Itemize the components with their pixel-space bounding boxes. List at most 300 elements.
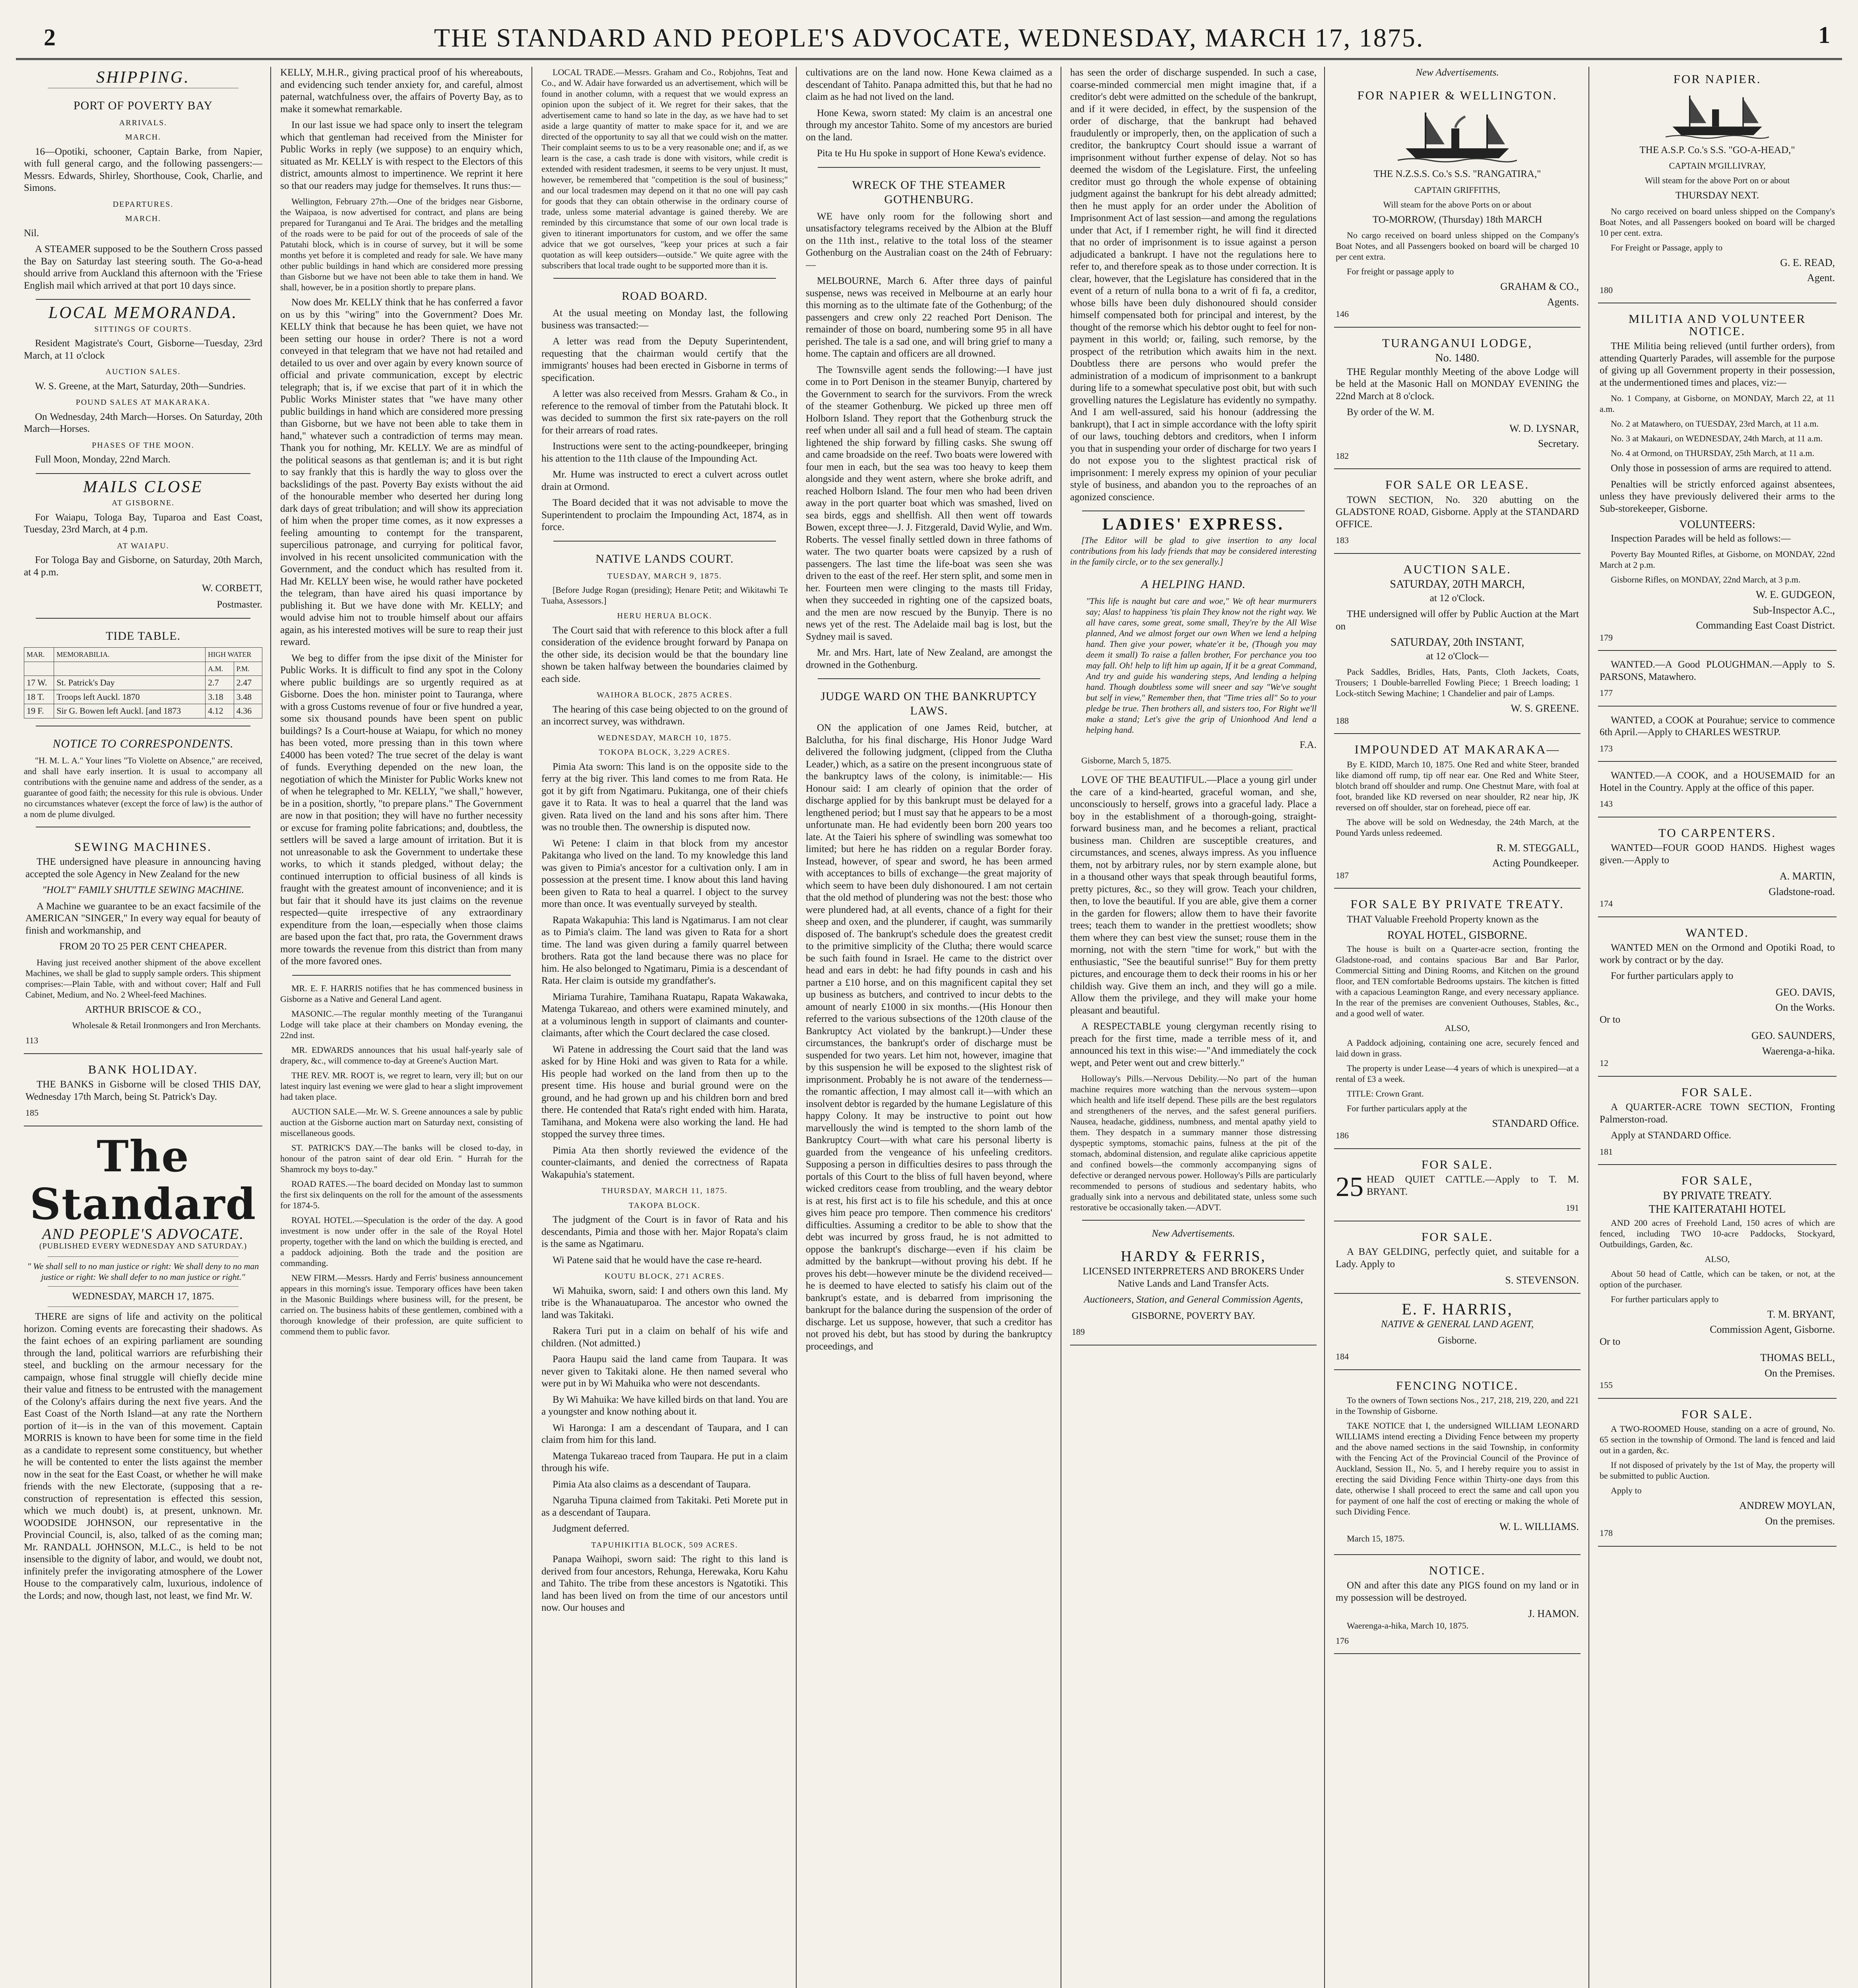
divider xyxy=(36,299,250,300)
ad-text: NATIVE & GENERAL LAND AGENT, xyxy=(1381,1319,1534,1330)
ad-text: By E. KIDD, March 10, 1875. One Red and white Steer, branded like diamond off rump, tip off near ear. One Red and White Steer, blotch brand off shoulder and rump. One Chestnut Mare, with foal at foot, branded like KD reversed on near shoulder, R2 near hip, JK reversed on off shoulder, star on forehead, piece off ear. xyxy=(1336,759,1579,812)
ad-text: WANTED.—A COOK, and a HOUSEMAID for an Hotel in the Country. Apply at the office of this paper. xyxy=(1600,770,1835,793)
leader-continued: KELLY, M.H.R., giving practical proof of his whereabouts, and evidencing such tender anxiety for, and careful, almost paternal, watchfulness over, the affairs of Poverty Bay, as to make it somewhat remarkable. xyxy=(280,67,523,115)
ad-number: 155 xyxy=(1600,1380,1613,1390)
mails-heading: MAILS CLOSE xyxy=(83,478,203,496)
ad-number: 143 xyxy=(1600,799,1613,809)
column-1 xyxy=(24,67,262,1988)
carpenters-ad xyxy=(1598,821,1837,917)
ad-text: WANTED MEN on the Ormond and Opotiki Road, to work by contract or by the day. xyxy=(1600,942,1835,965)
bank-holiday-ad xyxy=(24,1057,262,1126)
mails-signature: W. CORBETT, xyxy=(202,583,262,594)
tide-cell: 4.12 xyxy=(206,704,234,718)
ad-text: The house is built on a Quarter-acre section, fronting the Gladstone-road, and contains spacious Bar and Bar Parlor, Commercial Sitting and Dining Rooms, and Kitchen on the ground floor, and TEN comfortable Bedrooms upstairs. The kitchen is fitted with a capacious Leamington Range, and every necessary appliance. In the rear of the premises are convenient Outhouses, Stables, &c., and a good well of water. xyxy=(1336,944,1579,1018)
departures-month: MARCH. xyxy=(125,214,161,223)
block-heading: KOUTU BLOCK, 271 ACRES. xyxy=(604,1272,725,1281)
road-board-text: A letter was read from the Deputy Superintendent, requesting that the chairman would certify that the immigrants' houses had been erected in Gisborne in terms of specification. xyxy=(541,336,788,383)
impounded-ad xyxy=(1334,737,1581,889)
wreck-text: WE have only room for the following short and unsatisfactory telegrams received by the Albion at the Bluff on the 11th inst., relative to the total loss of the steamer Gothenburg on the Australian coast on the 24th of February:— xyxy=(806,211,1052,270)
ad-heading: FOR SALE. xyxy=(1421,1157,1493,1171)
ad-text: A TWO-ROOMED House, standing on a acre of ground, No. 65 section in the township of Ormond. The land is fenced and laid out in a garden, &c. xyxy=(1600,1424,1835,1455)
kaiteratahi-hotel-ad xyxy=(1598,1168,1837,1399)
court-bench: [Before Judge Rogan (presiding); Henare Petit; and Wikitawhi Te Tuaha, Assessors.] xyxy=(541,585,788,606)
ad-text: THE Militia being relieved (until further orders), from attending Quarterly Parades, will assemble for the purpose of giving up all Government property in their possession, at the undermentioned times and places, viz:— xyxy=(1600,341,1835,388)
hardy-ferris-text: Auctioneers, Station, and General Commission Agents, xyxy=(1084,1294,1303,1305)
ad-number: 189 xyxy=(1072,1327,1085,1337)
ad-text: To the owners of Town sections Nos., 217, 218, 219, 220, and 221 in the Township of Gisborne. xyxy=(1336,1395,1579,1416)
ad-text: Gisborne Rifles, on MONDAY, 22nd March, at 3 p.m. xyxy=(1611,575,1801,584)
sewing-machines-ad xyxy=(24,835,262,1054)
ad-signature-title: Sub-Inspector A.C., xyxy=(1753,604,1835,616)
ad-time: at 12 o'Clock. xyxy=(1429,592,1485,604)
ad-quantity: 25 xyxy=(1336,1172,1363,1202)
tide-col-header xyxy=(24,662,54,676)
court-text: By Wi Mahuika: We have killed birds on that land. You are a youngster and know nothing about it. xyxy=(541,1394,788,1417)
sewing-price: FROM 20 TO 25 PER CENT CHEAPER. xyxy=(59,941,227,952)
ad-text: For freight or passage apply to xyxy=(1347,266,1454,276)
ad-text: THE N.Z.S.S. Co.'s S.S. "RANGATIRA," xyxy=(1373,169,1541,179)
court-text: Pimia Ata then shortly reviewed the evidence of the counter-claimants, and denied the correctness of Rapata Wakapuhia's statement. xyxy=(541,1145,788,1180)
ad-text: No cargo received on board unless shipped on the Company's Boat Notes, and all Passengers booked on board will be charged 10 per cent extra. xyxy=(1336,230,1579,262)
court-text: Wi Petene: I claim in that block from my ancestor Pakitanga who lived on the land. To my knowledge this land was given to Pimia's ancestor for a cultivation only. I am in possession at the present time. I know about this land having been given to Rata to heal a quarrel. I object to the survey more than once. It was eventually surveyed by stealth. xyxy=(541,838,788,909)
list-item: No. 3 at Makauri, on WEDNESDAY, 24th March, at 11 a.m. xyxy=(1611,433,1823,443)
ad-heading: FOR SALE. xyxy=(1421,1229,1493,1244)
pound-heading: POUND SALES AT MAKARAKA. xyxy=(76,398,211,407)
ad-heading: E. F. HARRIS, xyxy=(1402,1300,1513,1318)
shipping-heading: SHIPPING. xyxy=(96,68,190,87)
column-5 xyxy=(1070,67,1317,1988)
ad-number: 187 xyxy=(1336,870,1349,880)
militia-notice-ad xyxy=(1598,307,1837,651)
divider xyxy=(553,541,776,542)
native-lands-court-heading: NATIVE LANDS COURT. xyxy=(595,552,734,565)
ad-signature-title: Gladstone-road. xyxy=(1769,885,1835,897)
notice-correspondents-text: "H. M. L. A." Your lines "To Violette on Absence," are received, and shall have early insertion. It is usual to accompany all contributions with the genuine name and address of the sender, as a guarantee of good faith; the necessity for this rule is obvious. Under no circumstances whatever (except the force of law) is the author of a nom de plume divulged. xyxy=(24,755,262,819)
ad-text: About 50 head of Cattle, which can be taken, or not, at the option of the purchaser. xyxy=(1600,1268,1835,1289)
ad-signature-title: Agents. xyxy=(1547,296,1579,308)
court-date: WEDNESDAY, MARCH 10, 1875. xyxy=(597,733,732,742)
moon-text: Full Moon, Monday, 22nd March. xyxy=(35,454,171,465)
tide-cell: St. Patrick's Day xyxy=(54,676,206,690)
court-text: Wi Patene in addressing the Court said that the land was asked for by Hine Hoki and was given to Rata for a while. His people had worked on the land from then up to the present time. His house and burial ground were on the ground, and he had grown up and his children born and bred there. He contended that Rata's right ended with him. Harata, Tamihana, and Mokena were also working the land. He had stopped the survey three times. xyxy=(541,1044,788,1140)
helping-hand-heading: A HELPING HAND. xyxy=(1141,577,1246,591)
ploughman-wanted-ad xyxy=(1598,654,1837,707)
cook-wanted-ad xyxy=(1598,710,1837,762)
harris-ad xyxy=(1334,1297,1581,1370)
ad-or: Or to xyxy=(1600,1014,1621,1025)
column-rule xyxy=(1588,67,1589,1988)
mails-text-1: For Waiapu, Tologa Bay, Tuparoa and East Coast, Tuesday, 23rd March, at 4 p.m. xyxy=(24,512,262,535)
ad-heading: IMPOUNDED AT MAKARAKA— xyxy=(1354,742,1560,756)
ad-heading: FOR NAPIER. xyxy=(1673,72,1761,86)
ad-number: 12 xyxy=(1600,1058,1608,1068)
two-roomed-house-ad xyxy=(1598,1402,1837,1547)
ad-number: 183 xyxy=(1336,535,1349,545)
ad-date: March 15, 1875. xyxy=(1347,1533,1405,1543)
sewing-heading: SEWING MACHINES. xyxy=(74,839,212,854)
divider xyxy=(36,473,250,474)
ad-signature: S. STEVENSON. xyxy=(1505,1274,1579,1286)
pound-text: On Wednesday, 24th March—Horses. On Saturday, 20th March—Horses. xyxy=(24,411,262,434)
leader-article: THERE are signs of life and activity on the political horizon. Coming events are forecasting their shadows. As the faint echoes of an expiring parliament are sounding through the land, political warriors are refurbishing their steel, and buckling on the armour necessary for the campaign, whose final struggle will chiefly decide mine their value and fitness to be entrusted with the management of the Colony's affairs during the next five years. And the East Coast of the North Island—at any rate the Northern portion of it—is in the van of this movement. Captain MORRIS is known to have been for some time in the field as a candidate to represent some constituency, but whether he will be contented to enter the lists against the member now in the seat for the East Coast, or whether he will make friends with the new Electorate, (supposing that a re-construction of representation is effected this session, which we much doubt) is, at present, unknown. Mr. WOODSIDE JOHNSON, our representative in the Provincial Council, is, also, talked of as the coming man; Mr. RANDALL JOHNSON, M.L.C., is held to be not insensible to the dignity of labor, and would, we doubt not, infinitely prefer the invigorating atmosphere of the Lower House to the comparatively calm, luxurious, indolence of the Lords; and now, though last, not least, we find Mr. W. xyxy=(24,1311,262,1601)
cattle-sale-ad xyxy=(1334,1152,1581,1221)
ad-number: 186 xyxy=(1336,1130,1349,1140)
ad-signature: T. M. BRYANT, xyxy=(1767,1308,1835,1320)
ad-heading: FENCING NOTICE. xyxy=(1396,1378,1519,1392)
ad-text: Apply at STANDARD Office. xyxy=(1611,1130,1732,1141)
ad-signature-title: On the premises. xyxy=(1765,1515,1835,1527)
ad-signature-title: On the Works. xyxy=(1775,1002,1835,1013)
tide-cell: 19 F. xyxy=(24,704,54,718)
tide-cell: 17 W. xyxy=(24,676,54,690)
ad-subheading: ROYAL HOTEL, GISBORNE. xyxy=(1387,929,1528,942)
ad-text: For further particulars apply at the xyxy=(1347,1103,1467,1113)
judge-ward-heading: JUDGE WARD ON THE BANKRUPTCY LAWS. xyxy=(820,690,1038,717)
ad-text: Apply to xyxy=(1611,1485,1642,1495)
tide-cell: 2.47 xyxy=(234,676,262,690)
page-header xyxy=(16,14,1842,60)
gelding-sale-ad xyxy=(1334,1225,1581,1294)
court-text: Matenga Tukareao traced from Taupara. He put in a claim through his wife. xyxy=(541,1450,788,1474)
court-text: Pimia Ata sworn: This land is on the opposite side to the ferry at the big river. This land comes to me from Rata. He got it by gift from Ngatimaru. Pukitanga, one of their chiefs gave it to Rata. It was to heal a quarrel that the land was given. Rata lived on the land and his sons after him. There was no trouble then. The ownership is disputed now. xyxy=(541,761,788,833)
ad-text: By order of the W. M. xyxy=(1347,407,1435,417)
local-news-item: MR. EDWARDS announces that his usual half-yearly sale of drapery, &c., will commence to-day at Greene's Auction Mart. xyxy=(280,1044,523,1066)
ad-text: WANTED, a COOK at Pourahue; service to commence 6th April.—Apply to CHARLES WESTRUP. xyxy=(1600,714,1835,738)
love-of-beautiful-text: LOVE OF THE BEAUTIFUL.—Place a young girl under the care of a kind-hearted, graceful woman, and she, unconsciously to herself, grows into a graceful lady. Place a boy in the establishment of a thorough-going, straight-forward business man, and he becomes a reliant, practical business man. Children are susceptible creatures, and circumstances, and scenes, always impress. As you influence them, not by arbitrary rules, nor by stern example alone, but in a thousand other ways that speak through beautiful forms, pretty pictures, &c., so they will grow. Teach your children, then, to love the beautiful. If you are able, give them a corner in the garden for flowers; allow them to have their favorite trees; teach them to wander in the prettiest woodlets; show them where they can best view the sunset; rouse them in the morning, not with the stern "time for work," but with the enthusiastic, "See the beautiful sunrise!" Buy for them pretty pictures, and encourage them to deck their rooms in his or her childish way. Give them an inch, and they will go a mile. Allow them the privilege, and they will make your home pleasant and beautiful. xyxy=(1070,775,1317,1016)
tide-col-header: MAR. xyxy=(24,648,54,662)
judge-ward-text: ON the application of one James Reid, butcher, at Balclutha, for his final discharge, His Honor Judge Ward delivered the following judgment, (clipped from the Clutha Leader,) which, as a satire on the present incongruous state of the bankruptcy laws of the colony, is inimitable:— His Honour said: I am clearly of opinion that the order of discharge applied for by this bankrupt must be delayed for a lengthened period; but I must say that he appears to be a most unfortunate man. He had evidently been born 200 years too late. At the Taieri his sphere of swindling was somewhat too limited; but here he has ridden on a regular Border foray. Instead, however, of spear and sword, he has been armed with acceptances to bills of exchange—the great majority of which seem to have been duly dishonoured. I am not certain that the old method of plundering was not the best: those who were plundered had, at all events, chance of a fight for their sheep and oxen, and the plunderer, if caught, was summarily disposed of. The bankrupt's schedule does the greatest credit to the primitive simplicity of the Clutha; there would scarce be such faith found in Israel. He came to the district over head and ears in debt: he had fifty pounds in cash and his partner a £10 horse, and on this magnificent capital they set up business as butchers, and contrived to incur debts to the amount of nearly £1000 in six months.—(His Honour then referred to the various subsections of the 120th clause of the Bankruptcy Act violated by the bankrupt.)—Under these circumstances, the bankrupt's order of discharge must be suspended for two years. Let him not, however, imagine that by this suspension he will be exposed to the slightest risk of imprisonment. Probably he is not aware of the tenderness—the romantic affection, I may almost call it—with which an insolvent debtor is regarded by the humane Legislature of this happy Colony. It may be instructive to point out how marvellously the wind is tempted to the shorn lamb of the Bankruptcy Court—with what care his personal liberty is guarded from the vengeance of his unfeeling creditors. Supposing a person in difficulties desires to pass through the portals of this Court to the bliss of full haven beyond, where wicked creditors cease from troubling, and the weary debtor is at rest, his first act is to file his schedule, and this at once gives him peace pro tempore. Then commence his creditors' difficulties. Assuming a creditor to be able to show that the debt was incurred by gross fraud, he is not admitted to oppose the bankrupt's discharge—even if his claim be admitted by the bankrupt—without proving his debt. If he proves his debt—however minute be the dividend received—he is deemed to have elected to satisfy his claim out of the bankrupt's estate, and is debarred from imprisoning the bankrupt for the balance during the suspension of the order of discharge. Let us suppose, however, that such a creditor has not proved his debt, but has stood by during the bankruptcy proceedings, and xyxy=(806,722,1052,1352)
ad-captain: CAPTAIN M'GILLIVRAY, xyxy=(1669,161,1766,171)
ad-text: For Freight or Passage, apply to xyxy=(1611,242,1723,252)
ad-heading: TURANGANUI LODGE, xyxy=(1382,336,1533,350)
local-news-item: MASONIC.—The regular monthly meeting of the Turanganui Lodge will take place at their chambers on Monday evening, the 22nd inst. xyxy=(280,1008,523,1040)
telegram-quote: Wellington, February 27th.—One of the bridges near Gisborne, the Waipaoa, is now advertised for contract, and plans are being prepared for Turanganui and Te Arai. The bridges and the metalling of the roads were to be paid for out of the proceeds of sale of the Patutahi block, which is in course of survey, but it will be some months yet before it is completed and ready for sale. We have many other public buildings in hand which are considered more pressing than Gisborne but we have not been able to take them in hand. We shall, however, be in a position shortly to prepare plans. xyxy=(280,196,523,292)
sewing-signature: ARTHUR BRISCOE & CO., xyxy=(85,1004,202,1015)
tide-cell: Sir G. Bowen left Auckl. [and 1873 xyxy=(54,704,206,718)
arrivals-text: 16—Opotiki, schooner, Captain Barke, from Napier, with full general cargo, and the following passengers:—Messrs. Edwards, Shirley, Shorthouse, Cook, Charlie, and Simons. xyxy=(24,146,262,193)
ad-text: WANTED.—A Good PLOUGHMAN.—Apply to S. PARSONS, Matawhero. xyxy=(1600,659,1835,682)
court-text: Pita te Hu Hu spoke in support of Hone Kewa's evidence. xyxy=(817,148,1046,159)
court-text: Wi Mahuika, sworn, said: I and others own this land. My tribe is the Whanauatuparoa. The ancestor who owned the land was Takitaki. xyxy=(541,1285,788,1320)
column-rule xyxy=(270,67,271,1988)
ad-text: The above will be sold on Wednesday, the 24th March, at the Pound Yards unless redeemed. xyxy=(1336,817,1579,838)
ad-text: Will steam for the above Port on or about xyxy=(1645,175,1790,185)
ad-date: Waerenga-a-hika, March 10, 1875. xyxy=(1347,1620,1469,1631)
wreck-text: MELBOURNE, March 6. After three days of painful suspense, news was received in Melbourne at an early hour this morning as to the ultimate fate of the Gothenburg; of the passengers and crew only 22 reached Port Denison. The remainder of those on board, numbering some 95 in all have perished. The tale is a sad one, and will bring grief to many a home. The captain and officers are all drowned. xyxy=(806,276,1052,359)
court-text: Miriama Turahire, Tamihana Ruatapu, Rapata Wakawaka, Matenga Tukareao, and others were examined minutely, and at a voluminous length in support of claimants and counter-claimants, after which the Court declared the case closed. xyxy=(541,991,788,1039)
column-rule xyxy=(531,67,532,1988)
standard-motto: " We shall sell to no man justice or right: We shall deny to no man justice or right: We shall defer to no man justice or right." xyxy=(27,1261,259,1282)
court-text: Ngaruha Tipuna claimed from Takitaki. Peti Morete put in as a descendant of Taupara. xyxy=(541,1495,788,1518)
court-text: Wi Patene said that he would have the case re-heard. xyxy=(553,1254,762,1266)
ad-also: ALSO, xyxy=(1445,1023,1470,1033)
court-text: The judgment of the Court is in favor of Rata and his descendants, Pimia and those with her. Major Ropata's claim is the same as Ngatimaru. xyxy=(541,1214,788,1249)
divider xyxy=(818,678,1040,679)
ad-text: WANTED—FOUR GOOD HANDS. Highest wages given.—Apply to xyxy=(1600,843,1835,866)
auction-sale-ad xyxy=(1334,557,1581,734)
local-news-item: ROYAL HOTEL.—Speculation is the order of the day. A good investment is now under offer in the sale of the Royal Hotel property, together with the land on which the building is erected, and a paddock adjoining. Both the trade and the position are commanding. xyxy=(280,1215,523,1268)
ad-number: 173 xyxy=(1600,743,1613,753)
ad-text: Will steam for the above Ports on or about xyxy=(1383,199,1532,210)
ad-signature: STANDARD Office. xyxy=(1492,1117,1579,1129)
divider xyxy=(553,278,776,279)
ad-text: No cargo received on board unless shipped on the Company's Boat Notes, and all Passengers booked on board will be charged 10 per cent. extra. xyxy=(1600,206,1835,238)
ad-text: THE A.S.P. Co.'s S.S. "GO-A-HEAD," xyxy=(1639,144,1795,155)
ad-heading: FOR SALE. xyxy=(1681,1407,1753,1421)
tide-cell: 18 T. xyxy=(24,690,54,704)
turanganui-lodge-ad xyxy=(1334,331,1581,470)
court-text: Pimia Ata also claims as a descendant of Taupara. xyxy=(553,1479,751,1490)
men-wanted-ad xyxy=(1598,920,1837,1077)
ad-title: TITLE: Crown Grant. xyxy=(1347,1088,1424,1099)
local-memoranda-heading: LOCAL MEMORANDA. xyxy=(48,304,238,322)
ad-number: 178 xyxy=(1600,1528,1613,1538)
court-date: THURSDAY, MARCH 11, 1875. xyxy=(601,1186,728,1195)
column-rule xyxy=(796,67,797,1988)
ad-text: A QUARTER-ACRE TOWN SECTION, Fronting Palmerston-road. xyxy=(1600,1102,1835,1125)
ad-text: THAT Valuable Freehold Property known as the xyxy=(1347,914,1539,925)
ad-date: TO-MORROW, (Thursday) 18th MARCH xyxy=(1372,214,1542,225)
ad-or: Or to xyxy=(1600,1336,1621,1347)
standard-publication-note: (PUBLISHED EVERY WEDNESDAY AND SATURDAY.) xyxy=(39,1242,247,1250)
court-text: Judgment deferred. xyxy=(553,1523,629,1534)
road-board-text: The Board decided that it was not advisable to move the Superintendent to proclaim the Impounding Act, 1874, as in force. xyxy=(541,497,788,532)
local-news-item: ST. PATRICK'S DAY.—The banks will be closed to-day, in honour of the patron saint of dear old Erin. " Hurrah for the Shamrock my boys to-day." xyxy=(280,1142,523,1174)
road-board-text: At the usual meeting on Monday last, the following business was transacted:— xyxy=(541,308,788,331)
road-board-text: Mr. Hume was instructed to erect a culvert across outlet drain at Ormond. xyxy=(541,469,788,492)
holloway-ad: Holloway's Pills.—Nervous Debility.—No part of the human machine requires more watching than the nervous system—upon which health and life itself depend. These pills are the best regulators and strengtheners of the nerves, and the safest general purifiers. Nausea, headache, giddiness, numbness, and mental apathy yield to them. They despatch in a summary manner those distressing dyspeptic symptoms, stomachic pains, fulness at the pit of the stomach, abdominal distension, and regulate alike capricious appetite and confined bowels—the commonly accompanying signs of defective or deranged nervous power. Holloway's Pills are particularly recommended to persons of studious and sedentary habits, who gradually sink into a nervous and debilitated state, unless some such restorative be occasionally taken.—ADVT. xyxy=(1070,1074,1317,1212)
ad-signature: THOMAS BELL, xyxy=(1760,1352,1835,1363)
ad-subheading: THE KAITERATAHI HOTEL xyxy=(1649,1203,1786,1215)
ad-number: 146 xyxy=(1336,309,1349,319)
sewing-text: Having just received another shipment of the above excellent Machines, we shall be glad to supply sample orders. This shipment comprises:—Plain Table, with and without cover; Half and Full Cabinet, Medium, and No. 2 Wheel-feed Machines. xyxy=(25,957,261,1000)
block-heading: TOKOPA BLOCK, 3,229 ACRES. xyxy=(599,748,731,757)
tide-cell: 2.7 xyxy=(206,676,234,690)
courts-heading: SITTINGS OF COURTS. xyxy=(94,324,192,334)
ladies-express-heading: LADIES' EXPRESS. xyxy=(1102,515,1285,534)
court-text: Wi Haronga: I am a descendant of Taupara, and I can claim from him for this land. xyxy=(541,1422,788,1445)
road-board-heading: ROAD BOARD. xyxy=(621,289,708,303)
hardy-ferris-text: LICENSED INTERPRETERS AND BROKERS Under Native Lands and Land Transfer Acts. xyxy=(1082,1266,1304,1289)
mails-at-gisborne: AT GISBORNE. xyxy=(111,499,175,507)
page-title: THE STANDARD AND PEOPLE'S ADVOCATE, WEDNESDAY, MARCH 17, 1875. xyxy=(434,23,1424,52)
poem-signature: F.A. xyxy=(1299,739,1317,750)
ad-number: 181 xyxy=(1600,1146,1613,1157)
ad-signature: GRAHAM & CO., xyxy=(1500,281,1579,292)
ad-date: SATURDAY, 20TH MARCH, xyxy=(1390,578,1525,590)
ad-number: 179 xyxy=(1600,632,1613,643)
ad-subheading: BY PRIVATE TREATY. xyxy=(1663,1189,1772,1202)
table-row xyxy=(24,690,262,704)
helping-hand-poem: "This life is naught but care and woe," We oft hear murmurers say; Alas! to happiness 'tis plain They know not the right way. We all have cares, some great, some small, They're by the All Wise planned, And we almost forget our own When we lend a helping hand. Then give your power, whate'er it be, (Though you may deem it small) To raise a fallen brother, For perchance you too may fall. Oh! help to lift him up again, If it be a great Command, And try and guide his wandering steps, And lending a helping hand. Though doubtless some will sneer and say "We've sought but self in view," Remember then, that "Time tries all" So to your pledge be true. Then brothers all, and sisters too, For Right we'll make a stand; Let's give the grip of Unionhood And lend a helping hand. xyxy=(1086,596,1317,735)
ad-heading: FOR NAPIER & WELLINGTON. xyxy=(1357,88,1557,102)
notice-correspondents-heading: NOTICE TO CORRESPONDENTS. xyxy=(52,737,234,750)
ad-number: 188 xyxy=(1336,715,1349,726)
ad-subheading: No. 1480. xyxy=(1435,352,1480,364)
column-3 xyxy=(541,67,788,1988)
block-heading: TAPUHIKITIA BLOCK, 509 ACRES. xyxy=(591,1540,738,1549)
standard-title: The Standard xyxy=(29,1131,257,1229)
ad-number: 113 xyxy=(25,1035,39,1045)
sewing-text: A Machine we guarantee to be an exact facsimile of the AMERICAN "SINGER," In every way equal for beauty of finish and workmanship, and xyxy=(25,901,261,936)
ad-signature-title: On the Premises. xyxy=(1765,1367,1835,1379)
ad-heading: FOR SALE BY PRIVATE TREATY. xyxy=(1350,897,1564,911)
divider xyxy=(818,167,1040,168)
ad-signature-title: Commanding East Coast District. xyxy=(1696,619,1835,631)
ad-text: A Paddock adjoining, containing one acre, securely fenced and laid down in grass. xyxy=(1336,1037,1579,1058)
mails-signature-title: Postmaster. xyxy=(217,599,262,610)
divider xyxy=(48,1286,239,1287)
ad-text: TAKE NOTICE that I, the undersigned WILLIAM LEONARD WILLIAMS intend erecting a Dividing Fence between my property and the above named sections in the said Township, in conformity with the Fencing Act of the Provincial Council of the Province of Auckland, Session II., No. 5, and I hereby require you to assist in erecting the said Dividing Fence within Thirty-one days from this date, otherwise I shall proceed to erect the same and call upon you for payment of one half the cost of erecting or making the whole of such Dividing Fence. xyxy=(1336,1421,1579,1516)
ad-number: 174 xyxy=(1600,899,1613,909)
ad-number: 180 xyxy=(1600,285,1613,295)
sewing-product: "HOLT" FAMILY SHUTTLE SEWING MACHINE. xyxy=(42,885,244,895)
ladies-express-note: [The Editor will be glad to give insertion to any local contributions from his lady friends that may be considered interesting in the family circle, or to the sex generally.] xyxy=(1070,535,1317,567)
ad-subheading: VOLUNTEERS: xyxy=(1679,518,1755,531)
divider xyxy=(36,618,250,619)
hardy-ferris-place: GISBORNE, POVERTY BAY. xyxy=(1131,1310,1255,1321)
steamship-icon xyxy=(1398,105,1517,164)
ad-text: Inspection Parades will be held as follows:— xyxy=(1611,533,1791,544)
local-news-item: THE REV. MR. ROOT is, we regret to learn, very ill; but on our latest inquiry last evening we were glad to hear a slight improvement had taken place. xyxy=(280,1070,523,1102)
steamship-icon xyxy=(1666,89,1769,140)
ad-signature: J. HAMON. xyxy=(1528,1608,1579,1619)
court-text: Paora Haupu said the land came from Taupara. It was never given to Takitaki alone. He then named several who were put in by Wi Mahuika who were not descendants. xyxy=(541,1354,788,1389)
ad-signature: A. MARTIN, xyxy=(1779,870,1835,882)
ad-heading: FOR SALE OR LEASE. xyxy=(1385,478,1530,491)
standard-subtitle: AND PEOPLE'S ADVOCATE. xyxy=(42,1225,244,1242)
go-a-head-ad xyxy=(1598,67,1837,303)
ad-number: 184 xyxy=(1336,1351,1349,1361)
mails-at-waiapu: AT WAIAPU. xyxy=(117,541,169,550)
local-news-item: AUCTION SALE.—Mr. W. S. Greene announces a sale by public auction at the Gisborne auction mart on Saturday next, consisting of miscellaneous goods. xyxy=(280,1106,523,1138)
standard-date: WEDNESDAY, MARCH 17, 1875. xyxy=(72,1291,214,1302)
ad-captain: CAPTAIN GRIFFITHS, xyxy=(1414,184,1500,195)
ad-number: 177 xyxy=(1600,688,1613,698)
sewing-signature-title: Wholesale & Retail Ironmongers and Iron Merchants. xyxy=(72,1020,261,1030)
divider xyxy=(1082,1220,1305,1221)
list-item: No. 4 at Ormond, on THURSDAY, 25th March, at 11 a.m. xyxy=(1611,448,1815,458)
mails-text-2: For Tologa Bay and Gisborne, on Saturday, 20th March, at 4 p.m. xyxy=(24,555,262,578)
tide-cell: 4.36 xyxy=(234,704,262,718)
housemaid-wanted-ad xyxy=(1598,765,1837,817)
tide-cell: Troops left Auckl. 1870 xyxy=(54,690,206,704)
tide-heading: TIDE TABLE. xyxy=(105,629,180,643)
steamer-note: A STEAMER supposed to be the Southern Cross passed the Bay on Saturday last steering south. The Go-a-head should arrive from Auckland this afternoon with the 'Friese English mail which arrived at that port 10 days since. xyxy=(24,244,262,291)
sewing-text: THE undersigned have pleasure in announcing having accepted the sole Agency in New Zealand for the new xyxy=(25,856,261,879)
quarter-acre-sale-ad xyxy=(1598,1080,1837,1165)
ad-number: 176 xyxy=(1336,1635,1349,1646)
arrivals-heading: ARRIVALS. xyxy=(119,118,167,127)
ad-also: ALSO, xyxy=(1705,1254,1730,1264)
standard-masthead xyxy=(24,1133,262,1252)
ad-text: The property is under Lease—4 years of which is unexpired—at a rental of £3 a week. xyxy=(1336,1063,1579,1084)
tide-table xyxy=(24,647,262,718)
ad-heading: AUCTION SALE. xyxy=(1403,562,1511,576)
ad-time: at 12 o'Clock— xyxy=(1426,650,1489,662)
local-news-item: NEW FIRM.—Messrs. Hardy and Ferris' business announcement appears in this morning's issue. Temporary offices have been taken in the Masonic Buildings where business will, for the present, be carried on. The business habits of these gentlemen, combined with a thorough knowledge of their profession, are quite sufficient to commend them to public favor. xyxy=(280,1272,523,1336)
block-heading: WAIHORA BLOCK, 2875 ACRES. xyxy=(597,691,733,699)
ad-items: Pack Saddles, Bridles, Hats, Pants, Cloth Jackets, Coats, Trousers; 1 Double-barrelled Fowling Piece; 1 Breech loading; 1 Lock-stitch Sewing Machine; 1 Chandelier and pair of Lamps. xyxy=(1336,667,1579,698)
divider xyxy=(48,1256,239,1257)
ad-text: A BAY GELDING, perfectly quiet, and suitable for a Lady. Apply to xyxy=(1336,1246,1579,1270)
court-text: Rapata Wakapuhia: This land is Ngatimarus. I am not clear as to Pimia's claim. The land was given to Rata for a short time. The land was given during a family quarrel between brothers. Rata got the land because there was no place for him. He also belonged to Ngatimaru, Pimia is a descendant of Rata. Her claim is outside my grandfather's. xyxy=(541,914,788,986)
royal-hotel-ad xyxy=(1334,892,1581,1149)
court-date: TUESDAY, MARCH 9, 1875. xyxy=(607,571,722,580)
corner-mark: 1 xyxy=(1818,22,1830,48)
judge-ward-continued: has seen the order of discharge suspended. In such a case, coarse-minded commercial men might imagine that, if a creditor's debt were admitted on the schedule of the bankrupt, and if it were decided, in effect, by the suspension of the order of discharge, that the bankrupt had behaved fraudulently or improperly, then, on the application of such a creditor, the bankruptcy Court should issue a warrant of imprisonment without further expense of delay. Not so has deemed the wisdom of the Legislature. First, the unfeeling creditor must go through the whole expense of obtaining judgment against the bankrupt for his debt already admitted; then he must apply for an order under the Abolition of Imprisonment Act of last session—and among the regulations under that Act, if I remember right, he will find it directed that no order of imprisonment is to issue against a person adjudicated a bankrupt. I have not the regulations here to refer to, and therefore speak as to those under correction. It is clear, however, that the Legislature has considered that in the event of a return of nulla bona to a writ of fi fa, a creditor, whose bills have been duly dishonoured should consider himself compensated both for principal and interest, by the thought of the remorse which his debtor ought to feel for non-payment in this world; or, failing, such remorse, by the prospect of the retribution which awaits him in the next. Doubtless there are persons who would prefer the administration of a modicum of imprisonment to a bankrupt during life to a somewhat speculative post obit, but with such grovelling natures the Legislature has evidently no sympathy. And I am well-assured, said his honour (addressing the bankrupt), that I act in simple accordance with the lofty spirit of our laws, touching debtors and creditors, when I inform you that in suspending your order of discharge for two years I do not expose you to the slightest practical risk of imprisonment: I merely express my opinion of your peculiar style of business, and abandon you to the reproaches of an agonized conscience. xyxy=(1070,67,1317,503)
court-text: Hone Kewa, sworn stated: My claim is an ancestral one through my ancestor Tahito. Some of my ancestors are buried on the land. xyxy=(806,107,1052,143)
rangatira-ad xyxy=(1334,83,1581,328)
hardy-ferris-heading: HARDY & FERRIS, xyxy=(1121,1248,1266,1265)
ad-text: ON and after this date any PIGS found on my land or in my possession will be destroyed. xyxy=(1336,1580,1579,1603)
ad-text: TOWN SECTION, No. 320 abutting on the GLADSTONE ROAD, Gisborne. Apply at the STANDARD OFFICE. xyxy=(1336,494,1579,530)
court-text: The Court said that with reference to this block after a full consideration of the evidence brought forward by Panapa on the other side, its decision would be that the boundary line shown be taken halfway between the boundaries claimed by each side. xyxy=(541,625,788,684)
ad-text: Poverty Bay Mounted Rifles, at Gisborne, on MONDAY, 22nd March at 2 p.m. xyxy=(1600,549,1835,570)
ad-signature: GEO. SAUNDERS, xyxy=(1751,1030,1835,1041)
ad-number: 182 xyxy=(1336,450,1349,461)
block-heading: TAKOPA BLOCK. xyxy=(628,1201,701,1210)
column-4 xyxy=(806,67,1052,1988)
ad-signature: G. E. READ, xyxy=(1780,256,1835,268)
ad-date: THURSDAY NEXT. xyxy=(1675,190,1759,201)
poem-date: Gisborne, March 5, 1875. xyxy=(1081,755,1171,765)
court-text: Panapa Waihopi, sworn said: The right to this land is derived from four ancestors, Rehunga, Herewaka, Koru Kahu and Tahito. The tribe from these ancestors is Ngatotiki. This land has been lived on from the time of our ancestors until now. Our houses and xyxy=(541,1554,788,1613)
ad-signature: R. M. STEGGALL, xyxy=(1496,842,1579,854)
ad-signature: W. L. WILLIAMS. xyxy=(1499,1521,1579,1532)
ad-text: For further particulars apply to xyxy=(1611,1294,1719,1304)
ad-text: Only those in possession of arms are required to attend. xyxy=(1611,463,1832,474)
moon-heading: PHASES OF THE MOON. xyxy=(92,441,194,450)
arrivals-month: MARCH. xyxy=(125,133,161,142)
ad-text: If not disposed of privately by the 1st of May, the property will be submitted to public Auction. xyxy=(1600,1460,1835,1481)
bank-heading: BANK HOLIDAY. xyxy=(88,1062,198,1076)
block-heading: HERU HERUA BLOCK. xyxy=(617,612,712,620)
tide-col-header: P.M. xyxy=(234,662,262,676)
ad-date: SATURDAY, 20th INSTANT, xyxy=(1390,636,1524,648)
column-7 xyxy=(1598,67,1837,1988)
leader-paragraph: Now does Mr. KELLY think that he has conferred a favor on us by this "wiring" into the Government? Does Mr. KELLY think that because he has been quiet, we have not been setting our house in order? There is not a word conveyed in that telegram that we have not had retailed and detailed to us over and over again by every known source of official and private communication, except by electric telegraph; that is, if we excise that part of it in which the Public Works Minister states that "we have many other public buildings in hand which are considered more pressing than Gisborne, but we have not been able to take them in hand," whatever such a contradiction of terms may mean. Thank you for nothing, Mr. KELLY. We are as mindful of the political seasons as that gentleman is; and it is but right to say frankly that this is hardly the way to gloss over the backslidings of the past. Poverty Bay exists without the aid of the honourable member who deserted her during long dark days of great tribulation; and will show its appreciation of him when the proper time comes, as it now expresses a feeling amounting to contempt for the transparent, supercilious patronage, and currying for political favor, involved in his recent unsolicited communication with the Government, and the conduct which has resulted from it. Had Mr. KELLY been wise, he would rather have pocketed the telegram, than have aired his quasi importance by publishing it. But we have done with Mr. KELLY; and would advise him not to trouble himself about our affairs again, as his interested motives will be sure to reap their just reward. xyxy=(280,297,523,647)
tide-cell: 3.18 xyxy=(206,690,234,704)
column-6 xyxy=(1334,67,1581,1988)
ad-signature: W. E. GUDGEON, xyxy=(1755,589,1835,600)
fencing-notice-ad xyxy=(1334,1373,1581,1555)
hardy-ferris-ad xyxy=(1070,1244,1317,1345)
sale-or-lease-ad xyxy=(1334,472,1581,554)
tide-col-header: HIGH WATER xyxy=(206,648,262,662)
new-advertisements-label: New Advertisements. xyxy=(1152,1228,1235,1239)
leader-paragraph: In our last issue we had space only to insert the telegram which that gentleman had received from the Minister for Public Works in reply (we suppose) to an enquiry which, situated as Mr. KELLY is with respect to the Electors of this district, amounts almost to impertinence. We reprint it here so that our readers may judge for themselves. It runs thus:— xyxy=(280,120,523,191)
ad-text: HEAD QUIET CATTLE.—Apply to T. M. BRYANT. xyxy=(1367,1174,1579,1197)
ad-signature-title: Agent. xyxy=(1807,272,1835,283)
ad-number: 191 xyxy=(1566,1203,1579,1213)
ad-text: Penalties will be strictly enforced against absentees, unless they have previously delivered their arms to the Sub-storekeeper, Gisborne. xyxy=(1600,479,1835,514)
port-heading: PORT OF POVERTY BAY xyxy=(73,99,213,112)
bank-text: THE BANKS in Gisborne will be closed THIS DAY, Wednesday 17th March, being St. Patrick's Day. xyxy=(25,1079,261,1102)
ad-signature: W. S. GREENE. xyxy=(1511,703,1579,714)
local-trade-item: LOCAL TRADE.—Messrs. Graham and Co., Robjohns, Teat and Co., and W. Adair have forwarded us an advertisement, which will be found in another column, with a request that we would express an opinion upon the subject of it. We regret for their sakes, that the advertisement came to hand so late in the day, as we have had to set aside a large quantity of matter to make space for it, and we are directed of the opportunity to say all that we could wish on the matter. Their complaint seems to us to be a very reasonable one; and if, as we learn is the case, a cash trade is done with visitors, while credit is extended with resident tradesmen, it seems to be very unjust. It must, however, be remembered that "competition is the soul of business;" and our local tradesmen may depend on it that no one will pay cash for goods that they can obtain otherwise in the ordinary course of trade, unless some material advantage is gained thereby. We are reminded by this circumstance that some of our own local trade is given to itinerant importunators for custom, and we offer the same advice that we got ourselves, "keep your prices at such a fair quotation as will keep outsiders—outside." We quite agree with the subscribers that local trade ought to be supported more than it is. xyxy=(541,67,788,270)
departures-text: Nil. xyxy=(24,227,39,239)
ad-signature-title: Acting Poundkeeper. xyxy=(1492,857,1579,869)
ad-heading: MILITIA AND VOLUNTEER NOTICE. xyxy=(1628,312,1806,338)
ad-heading: FOR SALE. xyxy=(1681,1085,1753,1099)
local-news-item: ROAD RATES.—The board decided on Monday last to summon the first six delinquents on the roll for the amount of the assessments for 1874-5. xyxy=(280,1178,523,1210)
table-row xyxy=(24,704,262,718)
list-item: No. 1 Company, at Gisborne, on MONDAY, March 22, at 11 a.m. xyxy=(1600,393,1835,414)
court-text: Rakera Turi put in a claim on behalf of his wife and children. (Not admitted.) xyxy=(541,1326,788,1349)
court-text-continued: cultivations are on the land now. Hone Kewa claimed as a descendant of Tahito. Panapa admitted this, but that he had no claim as he had not lived on the land. xyxy=(806,67,1052,102)
auction-text: W. S. Greene, at the Mart, Saturday, 20th—Sundries. xyxy=(35,381,246,392)
